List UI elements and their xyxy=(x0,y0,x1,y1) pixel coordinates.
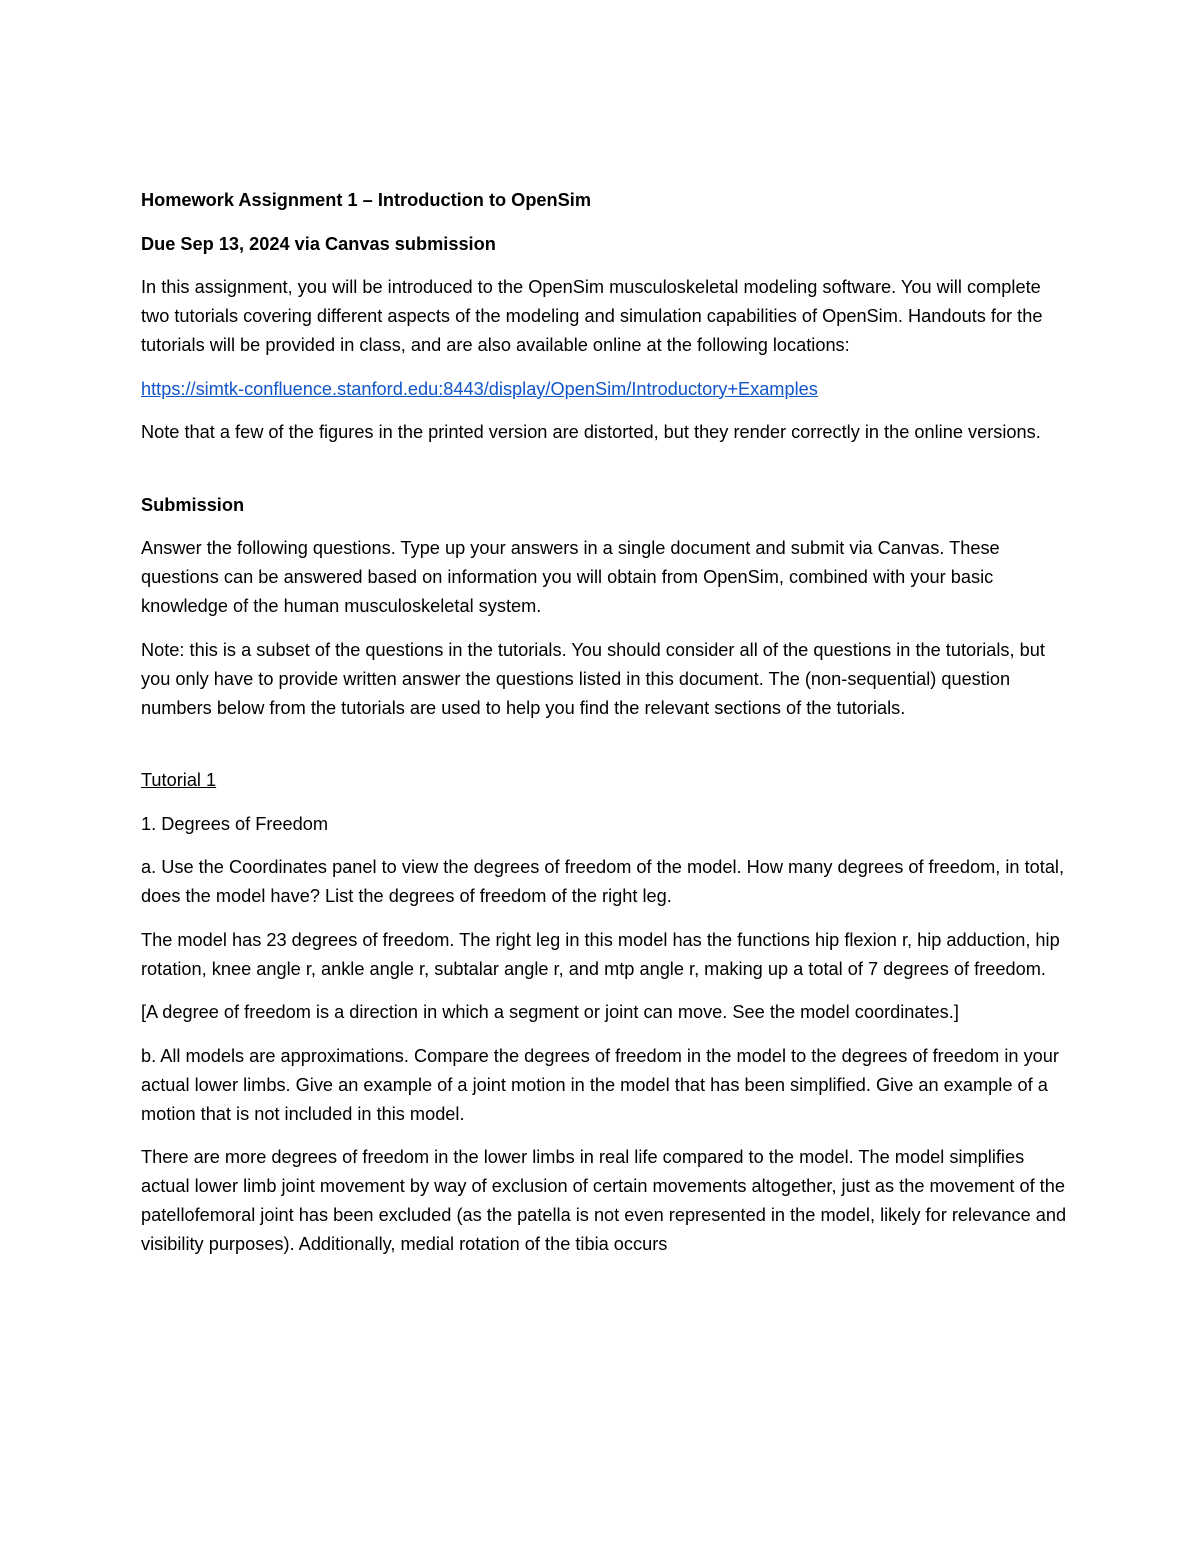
tutorials-link[interactable]: https://simtk-confluence.stanford.edu:8443/display/OpenSim/Introductory+Examples xyxy=(141,378,818,399)
intro-paragraph: In this assignment, you will be introduced to the OpenSim musculoskeletal modeling software. You will complete two tutorials covering different aspects of the modeling and simulation capabilities of OpenSim. Handouts for the tutorials will be provided in class, and are also available online at the following locations: xyxy=(141,277,1043,355)
due-date: Due Sep 13, 2024 via Canvas submission xyxy=(141,233,496,254)
link-paragraph xyxy=(141,375,1071,404)
submission-note: Note: this is a subset of the questions in the tutorials. You should consider all of the questions in the tutorials, but you only have to provide written answer the questions listed in this document. The (non-sequential) question numbers below from the tutorials are used to help you find the relevant sections of the tutorials. xyxy=(141,639,1045,718)
hint-a: [A degree of freedom is a direction in which a segment or joint can move. See the model coordinates.] xyxy=(141,1002,959,1022)
section-heading: 1. Degrees of Freedom xyxy=(141,813,329,834)
figures-note: Note that a few of the figures in the printed version are distorted, but they render correctly in the online versions. xyxy=(141,422,1041,442)
submission-heading: Submission xyxy=(141,494,245,515)
tutorial-heading xyxy=(141,766,1071,795)
document-title: Homework Assignment 1 – Introduction to OpenSim xyxy=(141,190,592,210)
question-b: b. All models are approximations. Compare the degrees of freedom in the model to the degrees of freedom in your actual lower limbs. Give an example of a joint motion in the model that has been simplified. Give an example of a motion that is not included in this model. xyxy=(141,1045,1059,1124)
submission-text: Answer the following questions. Type up your answers in a single document and submit via Canvas. These questions can be answered based on information you will obtain from OpenSim, combined with your basic knowledge of the human musculoskeletal system. xyxy=(141,538,1000,616)
answer-b: There are more degrees of freedom in the lower limbs in real life compared to the model. The model simplifies actual lower limb joint movement by way of exclusion of certain movements altogether, just as the movement of the patellofemoral joint has been excluded (as the patella is not even represented in the model, likely for relevance and visibility purposes). Additionally, medial rotation of the tibia occurs xyxy=(141,1147,1067,1254)
tutorial-heading-text: Tutorial 1 xyxy=(141,770,217,790)
spacer xyxy=(141,462,1071,491)
question-a: a. Use the Coordinates panel to view the degrees of freedom of the model. How many degrees of freedom, in total, does the model have? List the degrees of freedom of the right leg. xyxy=(141,857,1065,906)
answer-a: The model has 23 degrees of freedom. The right leg in this model has the functions hip flexion r, hip adduction, hip rotation, knee angle r, ankle angle r, subtalar angle r, and mtp angle r, making up a total of 7 degrees of freedom. xyxy=(141,929,1060,979)
spacer xyxy=(141,737,1071,766)
document-page xyxy=(141,186,1071,1274)
